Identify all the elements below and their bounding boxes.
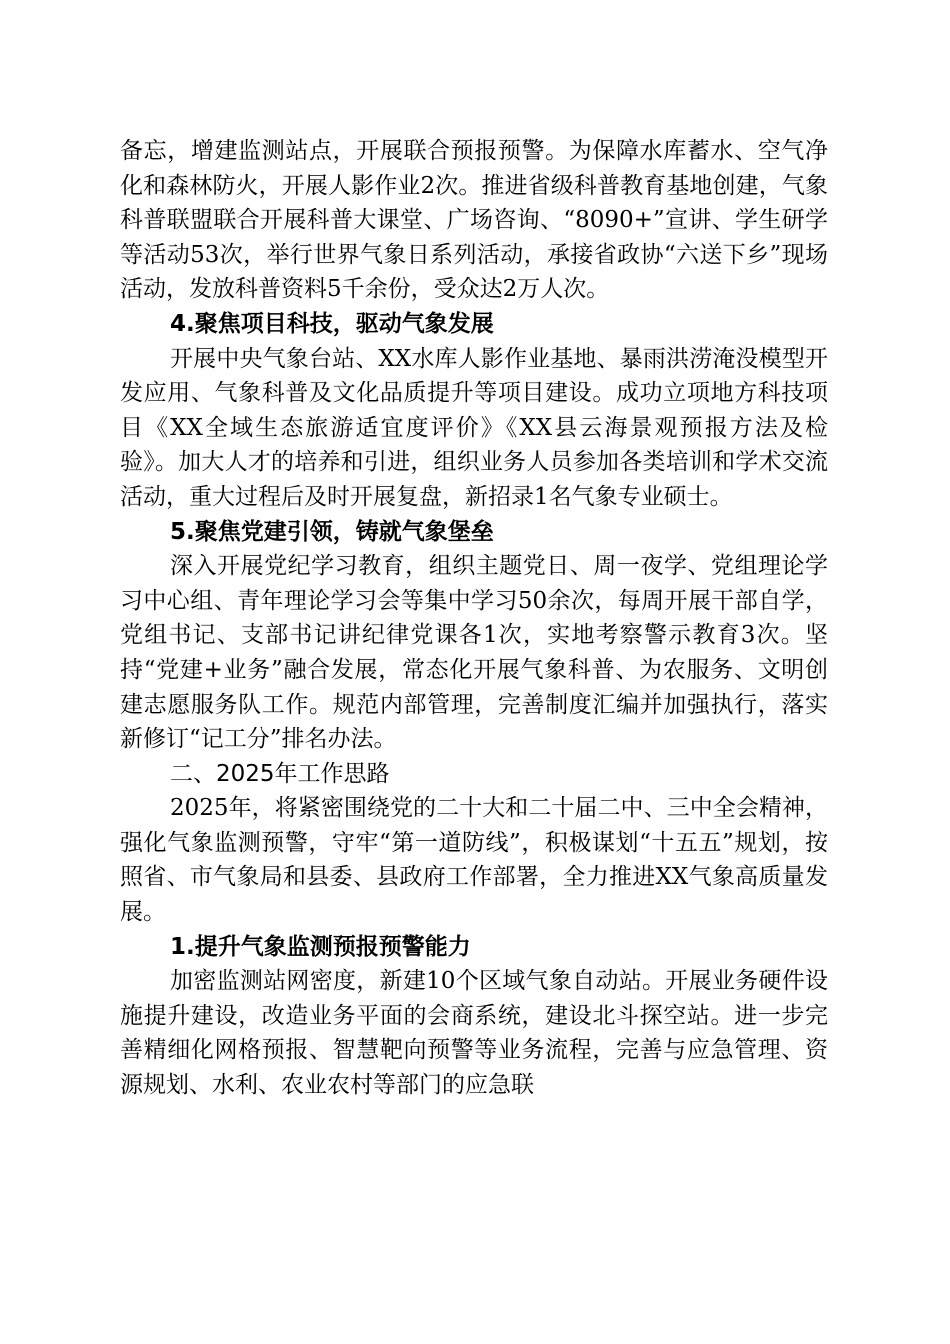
heading-party-building: 5.聚焦党建引领，铸就气象堡垒 [170,518,494,545]
heading-projects-technology: 4.聚焦项目科技，驱动气象发展 [170,310,494,337]
section-title-2025-plan: 二、2025年工作思路 [170,760,390,787]
paragraph-science-outreach: 备忘，增建监测站点，开展联合预报预警。为保障水库蓄水、空气净化和森林防火，开展人影作业2次。推进省级科普教育基地创建，气象科普联盟联合开展科普大课堂、广场咨询、“8090+”宣讲、学生研学等活动53次，举行世界气象日系列活动，承接省政协“六送下乡”现场活动，发放科普资料5千余份，受众达2万人次。 [120,138,828,303]
paragraph-2025-plan: 2025年，将紧密围绕党的二十大和二十届二中、三中全会精神，强化气象监测预警，守牢“第一道防线”，积极谋划“十五五”规划，按照省、市气象局和县委、县政府工作部署，全力推进XX气象高质量发展。 [120,795,828,926]
paragraph-monitoring-capability: 加密监测站网密度，新建10个区域气象自动站。开展业务硬件设施提升建设，改造业务平面的会商系统，建设北斗探空站。进一步完善精细化网格预报、智慧靶向预警等业务流程，完善与应急管理、资源规划、水利、农业农村等部门的应急联 [120,968,828,1099]
paragraph-party-building: 深入开展党纪学习教育，组织主题党日、周一夜学、党组理论学习中心组、青年理论学习会等集中学习50余次，每周开展干部自学，党组书记、支部书记讲纪律党课各1次，实地考察警示教育3次。坚持“党建+业务”融合发展，常态化开展气象科普、为农服务、文明创建志愿服务队工作。规范内部管理，完善制度汇编并加强执行，落实新修订“记工分”排名办法。 [120,553,828,753]
paragraph-projects-technology: 开展中央气象台站、XX水库人影作业基地、暴雨洪涝淹没模型开发应用、气象科普及文化品质提升等项目建设。成功立项地方科技项目《XX全域生态旅游适宜度评价》《XX县云海景观预报方法及检验》。加大人才的培养和引进，组织业务人员参加各类培训和学术交流活动，重大过程后及时开展复盘，新招录1名气象专业硕士。 [120,345,828,510]
document-body [120,134,828,1103]
heading-monitoring-capability: 1.提升气象监测预报预警能力 [170,933,471,960]
